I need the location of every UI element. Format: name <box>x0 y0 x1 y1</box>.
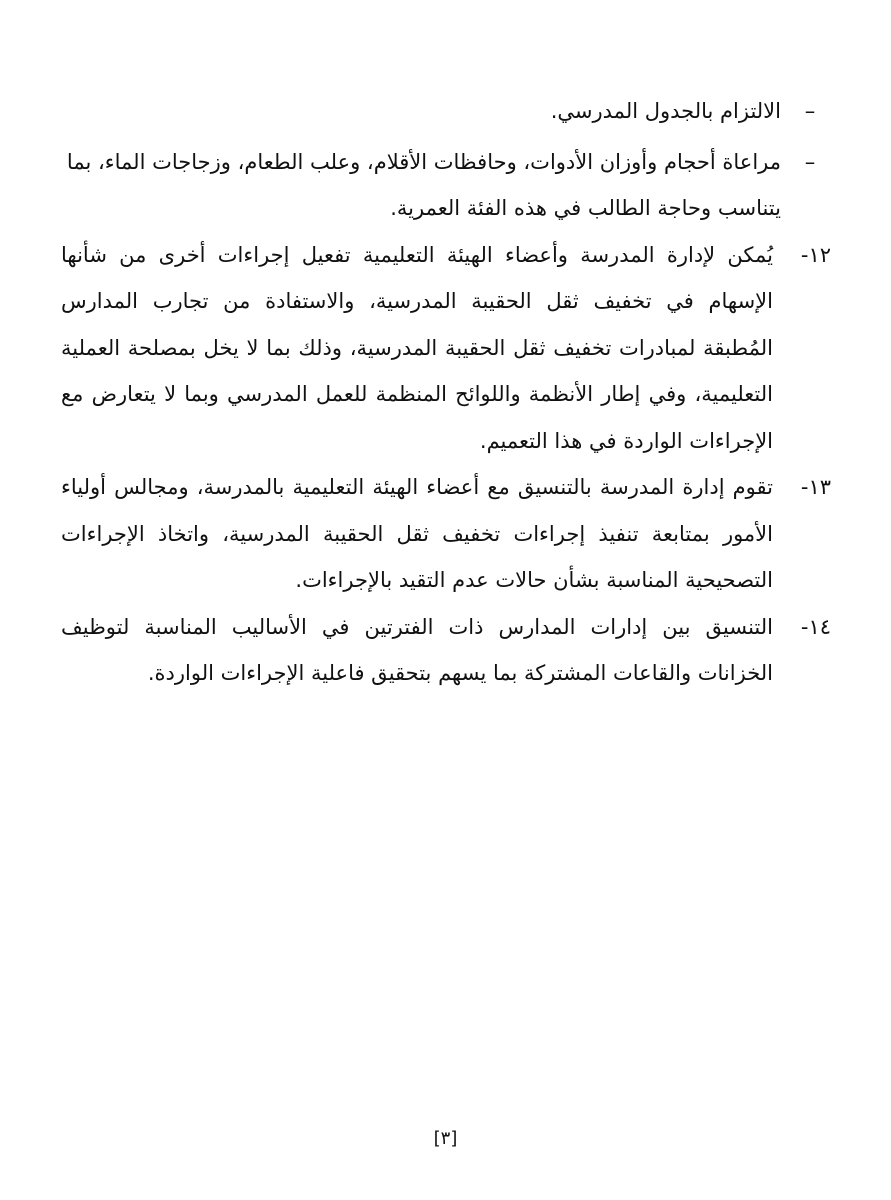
numbered-item-14 <box>61 604 831 697</box>
numbered-item-13 <box>61 464 831 604</box>
item-number: ١٤- <box>800 614 831 639</box>
bullet-text: مراعاة أحجام وأوزان الأدوات، وحافظات الأقلام، وعلب الطعام، وزجاجات الماء، بما يتناسب وحاجة الطالب في هذه الفئة العمرية. <box>66 149 781 220</box>
bullet-text: الالتزام بالجدول المدرسي. <box>550 99 781 123</box>
numbered-item-12 <box>61 232 831 465</box>
bullet-item <box>61 88 831 135</box>
item-text: تقوم إدارة المدرسة بالتنسيق مع أعضاء الهيئة التعليمية بالمدرسة، ومجالس أولياء الأمور بمتابعة تنفيذ إجراءات تخفيف ثقل الحقيبة المدرسية، واتخاذ الإجراءات التصحيحية المناسبة بشأن حالات عدم التقيد بالإجراءات. <box>61 475 773 592</box>
item-text: التنسيق بين إدارات المدارس ذات الفترتين في الأساليب المناسبة لتوظيف الخزانات والقاعات المشتركة بما يسهم بتحقيق فاعلية الإجراءات الواردة. <box>61 614 773 685</box>
dash-marker: – <box>804 149 816 174</box>
page-number: [٣] <box>433 1128 458 1149</box>
item-text: يُمكن لإدارة المدرسة وأعضاء الهيئة التعليمية تفعيل إجراءات أخرى من شأنها الإسهام في تخفيف ثقل الحقيبة المدرسية، والاستفادة من تجارب المدارس المُطبقة لمبادرات تخفيف ثقل الحقيبة المدرسية، وذلك بما لا يخل بمصلحة العملية التعليمية، وفي إطار الأنظمة واللوائح المنظمة للعمل المدرسي وبما لا يتعارض مع الإجراءات الواردة في هذا التعميم. <box>61 242 773 453</box>
bullet-item <box>61 139 831 232</box>
item-number: ١٢- <box>800 242 831 267</box>
dash-marker: – <box>804 99 816 123</box>
document-body <box>61 88 831 697</box>
item-number: ١٣- <box>800 475 831 499</box>
